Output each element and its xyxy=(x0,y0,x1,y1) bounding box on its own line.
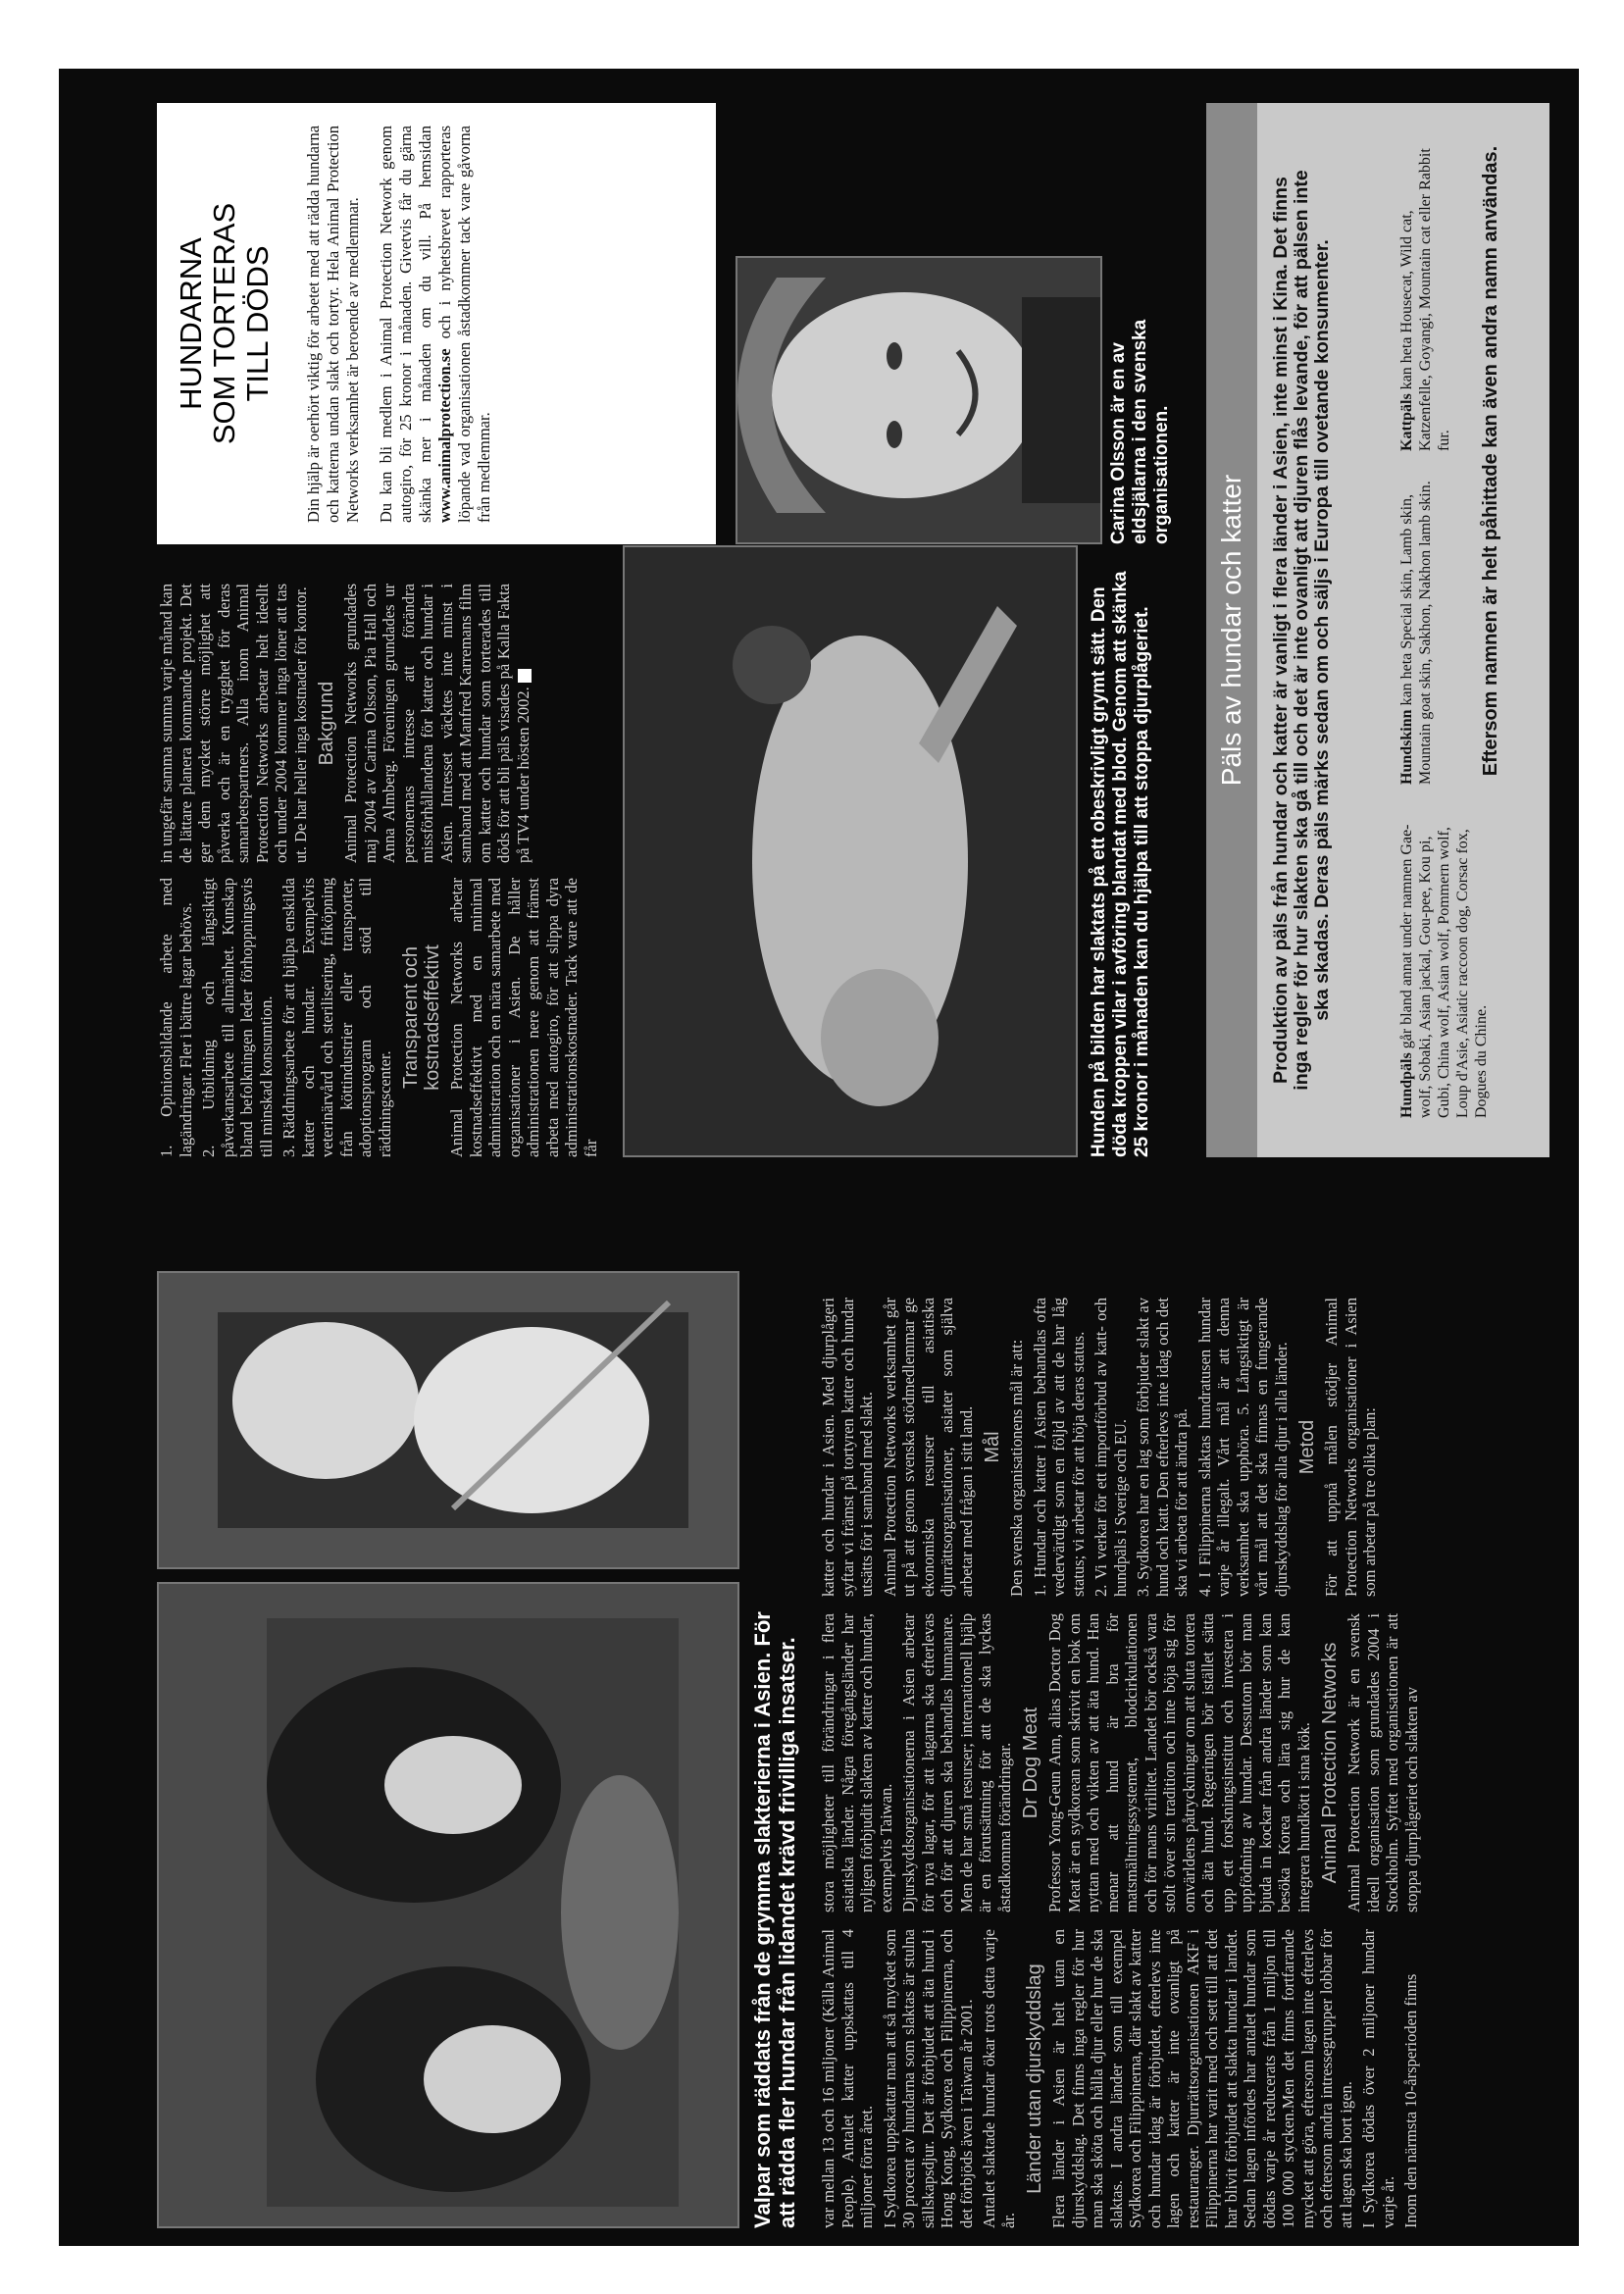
paragraph: in ungefär samma summa varje månad kan de lättare planera kommande projekt. Det ger dem mycket större möjlighet att påverka och är en trygghet för deras samarbetspartners. Alla inom Animal Protection Networks arbetar helt ideellt och under 2004 kommer inga löner att tas ut. De har heller inga kostnader för kontor. xyxy=(157,584,310,863)
end-mark-icon xyxy=(518,669,532,683)
right-column-1 xyxy=(157,878,604,1157)
dog-skin-names: Hundskinn kan heta Special skin, Lamb skin, Mountain goat skin, Sakhon, Nakhon lamb skin. xyxy=(1398,481,1434,785)
cat-fur-label: Kattpäls xyxy=(1398,393,1415,451)
paragraph: 2. Utbildning och långsiktigt påverkansarbete till allmänhet. Kunskap bland befolkningen leder förhoppningsvis till minskad konsumtion. xyxy=(199,878,276,1157)
puppies-photo xyxy=(157,1582,739,2228)
dog-fur-names: Hundpäls går bland annat under namnen Gae-wolf, Sobaki, Asian jackal, Gou-pee, Kou pi, Gubi, China wolf, Asian wolf, Pommern wolf, Loup d'Asie, Asiatic raccoon dog, Corsac fox, Dogues du Chine. xyxy=(1398,824,1490,1118)
section-heading: Bakgrund xyxy=(316,681,337,766)
right-column-2 xyxy=(157,584,536,863)
section-heading: Transparent och kostnadseffektivt xyxy=(400,944,443,1091)
website-link[interactable]: www.animalprotection.se xyxy=(435,348,454,523)
paragraph: stora möjligheter till förändringar i flera asiatiska länder. Några föregångsländer har nyligen förbjudit slakten av katter och hundar, exempelvis Taiwan. xyxy=(819,1613,895,1912)
cat-fur-names: Kattpäls kan heta Housecat, Wild cat, Katzenfelle, Goyangi, Mountain cat eller Rabbit fur. xyxy=(1398,148,1452,451)
paragraph: I Sydkorea dödas över 2 miljoner hundar varje år. xyxy=(1359,1929,1397,2228)
paragraph: 4. I Filippinerna slaktas hundratusen hundar varje år illegalt. Vårt mål är att denna verksamhet ska upphöra. 5. Långsiktigt är vårt mål att det ska finnas en fungerande djurskyddslag för alla djur i alla länder. xyxy=(1194,1298,1291,1597)
paragraph: Du kan bli medlem i Animal Protection Network genom autogiro, för 25 kronor i månaden. Givetvis får du gärna skänka mer i månaden om du vill. På hemsidan www.animalprotection.se och i nyhetsbrevet rapporteras löpande vad organisationen åstadkommer tack vare gåvorna från medlemmar. xyxy=(377,126,493,523)
section-heading: Animal Protection Networks xyxy=(1319,1642,1341,1884)
paragraph: katter och hundar i Asien. Med djurplågeri syftar vi främst på tortyren katter och hundar utsätts för i samband med slakt. xyxy=(819,1298,876,1597)
membership-info xyxy=(304,126,508,523)
paragraph: 3. Sydkorea har en lag som förbjuder slakt av hund och katt. Den efterlevs inte idag och det ska vi arbeta för att ändra på. xyxy=(1134,1298,1191,1597)
brochure-spread xyxy=(59,69,1579,2246)
left-column-3 xyxy=(819,1298,1384,1597)
dog-photo-caption: Hunden på bilden har slaktats på ett obeskrivligt grymt sätt. Den döda kroppen vilar i avföring blandat med blod. Genom att skänka 25 kronor i månaden kan du hjälpa till att stoppa djurplågeriet. xyxy=(1089,571,1152,1157)
left-column-2 xyxy=(819,1613,1425,1912)
carina-olsson-portrait xyxy=(736,256,1102,544)
title-line-2: SOM TORTERAS xyxy=(207,202,241,445)
title-line-1: HUNDARNA xyxy=(174,237,208,410)
slaughtered-dog-photo xyxy=(623,545,1078,1157)
paragraph: Animal Protection Network är en svensk ideell organisation som grundades 2004 i Stockholm. Syftet med organisationen är att stoppa djurplågeriet och slakten av xyxy=(1345,1613,1421,1912)
paragraph: Inom den närmsta 10-årsperioden finns xyxy=(1401,1973,1420,2228)
paragraph: var mellan 13 och 16 miljoner (Källa Animal People). Antalet katter uppskattas till 4 miljoner förra året. xyxy=(819,1929,876,2228)
dog-fur-label: Hundpäls xyxy=(1398,1052,1415,1118)
left-column-1 xyxy=(819,1929,1425,2228)
dog-skin-label: Hundskinn xyxy=(1398,709,1415,785)
paragraph xyxy=(341,584,533,863)
title-info-box xyxy=(157,103,716,544)
fur-info-panel xyxy=(1206,103,1549,1157)
paragraph: Professor Yong-Geun Ann, alias Doctor Dog Meat är en sydkorean som skrivit en bok om nyttan med och vikten av att äta hund. Han menar att hund är bra för matsmältningssystemet, blodcirkulationen och för mans virilitet. Landet bör också vara stolt över sin tradition och inte böja sig för omvärldens påtryckningar om att sluta tortera och äta hund. Regeringen bör istället sätta upp ett forskningsinstitut och investera i uppfödning av hundar. Dessutom bör man bjuda in kockar från andra länder som kan besöka Korea och lära sig hur de kan integrera hundkött i sina kök. xyxy=(1045,1613,1313,1912)
paragraph: Antalet slaktade hundar ökar trots detta varje år. xyxy=(980,1929,1018,2228)
section-heading: Mål xyxy=(982,1431,1003,1463)
paragraph: 1. Hundar och katter i Asien behandlas ofta vedervärdigt som en följd av att de har låg status; vi arbetar för att höja deras status. xyxy=(1030,1298,1088,1597)
paragraph: Din hjälp är oerhört viktig för arbetet med att rädda hundarna och katterna undan slakt och tortyr. Hela Animal Protection Networks verksamhet är beroende av medlemmar. xyxy=(304,125,362,523)
section-heading: Länder utan djurskyddslag xyxy=(1024,1963,1045,2194)
fur-panel-footer: Eftersom namnen är helt påhittade kan även andra namn användas. xyxy=(1480,145,1501,777)
paragraph: Animal Protection Networks arbetar kostnadseffektivt med en minimal administration och en nära samarbete med organisationer i Asien. De håller administrationen nere genom att främst arbeta med autogiro, för att slippa dyra administrationskostnader. Tack vare att de får xyxy=(447,878,600,1157)
paragraph: Animal Protection Networks verksamhet går ut på att genom svenska stödmedlemmar ge ekonomiska resurser till asiatiska djurrättsorganisationer, asiater som själva arbetar med frågan i sitt land. xyxy=(880,1298,976,1597)
section-heading: Metod xyxy=(1296,1419,1318,1475)
background-text: Animal Protection Networks grundades maj 2004 av Carina Olsson, Pia Hall och Anna Almberg. Föreningen grundades ur personernas intresse att förändra missförhållandena för katter och hundar i Asien. Intresset väcktes inte minst i samband med att Manfred Karremans film om katter och hundar som torterades till döds för att bli päls visades på Kalla Fakta på TV4 under hösten 2002. xyxy=(341,584,533,863)
paragraph: Djurskyddsorganisationerna i Asien arbetar för nya lagar, för att lagarna ska efterlevas och för att djuren ska behandlas humanare. Men de har små resurser; internationell hjälp är en förutsättning för att de ska lyckas åstadkomma förändringar. xyxy=(899,1613,1014,1912)
title-line-3: TILL DÖDS xyxy=(240,245,275,402)
title-block xyxy=(175,103,275,544)
portrait-caption: Carina Olsson är en av eldsjälarna i den svenska organisationen. xyxy=(1108,319,1172,544)
fur-panel-intro: Produktion av päls från hundar och katter är vanligt i flera länder i Asien, inte minst i Kina. Det finns inga regler för hur slakten ska gå till och det är inte ovanligt att djuren flås levande, för att pälsen inte ska skadas. Deras päls märks sedan om och säljs i Europa till ovetande konsumenter. xyxy=(1270,170,1333,1091)
fur-panel-heading: Päls av hundar och katter xyxy=(1206,103,1257,1157)
section-heading: Dr Dog Meat xyxy=(1020,1707,1041,1819)
paragraph: I Sydkorea uppskattar man att så mycket som 30 procent av hundarna som slaktas är stulna sällskapsdjur. Det är förbjudet att äta hund i Hong Kong, Sydkorea och Filippinerna, och det förbjöds även i Taiwan år 2001. xyxy=(880,1929,976,2228)
paragraph: För att uppnå målen stödjer Animal Protection Networks organisationer i Asien som arbetar på tre olika plan: xyxy=(1322,1298,1379,1597)
paragraph: 2. Vi verkar för ett importförbud av katt- och hundpäls i Sverige och EU. xyxy=(1091,1298,1130,1597)
chained-puppy-photo xyxy=(157,1271,739,1569)
paragraph: 1. Opinionsbildande arbete med lagändringar. Fler i bättre lagar behövs. xyxy=(157,878,195,1157)
puppies-caption: Valpar som räddats från de grymma slakterierna i Asien. För att rädda fler hundar från lidandet krävd frivilliga insatser. xyxy=(750,1611,799,2228)
paragraph: Den svenska organisationens mål är att: xyxy=(1007,1339,1026,1597)
paragraph: Flera länder i Asien är helt utan en djurskyddslag. Det finns inga regler för hur man ska sköta och hålla djur eller hur de ska slaktas. I andra länder som till exempel Sydkorea och Filippinerna, där slakt av katter och hundar idag är förbjudet, efterlevs inte lagen och katter är inte ovanligt på restauranger. Djurrättsorganisationen AKF i Filippinerna har varit med och sett till att det har blivit förbjudet att slakta hundar i landet. Sedan lagen infördes har antalet hundar som dödas varje år reducerats från 1 miljon till 100 000 stycken.Men det finns fortfarande mycket att göra, eftersom lagen inte efterlevs och eftersom andra intressegrupper lobbar för att lagen ska bort igen. xyxy=(1049,1929,1355,2228)
paragraph: 3. Räddningsarbete för att hjälpa enskilda katter och hundar. Exempelvis veterinärvård och sterilisering, friköpning från köttindustrier eller transporter, adoptionsprogram och stöd till räddningscenter. xyxy=(279,878,394,1157)
